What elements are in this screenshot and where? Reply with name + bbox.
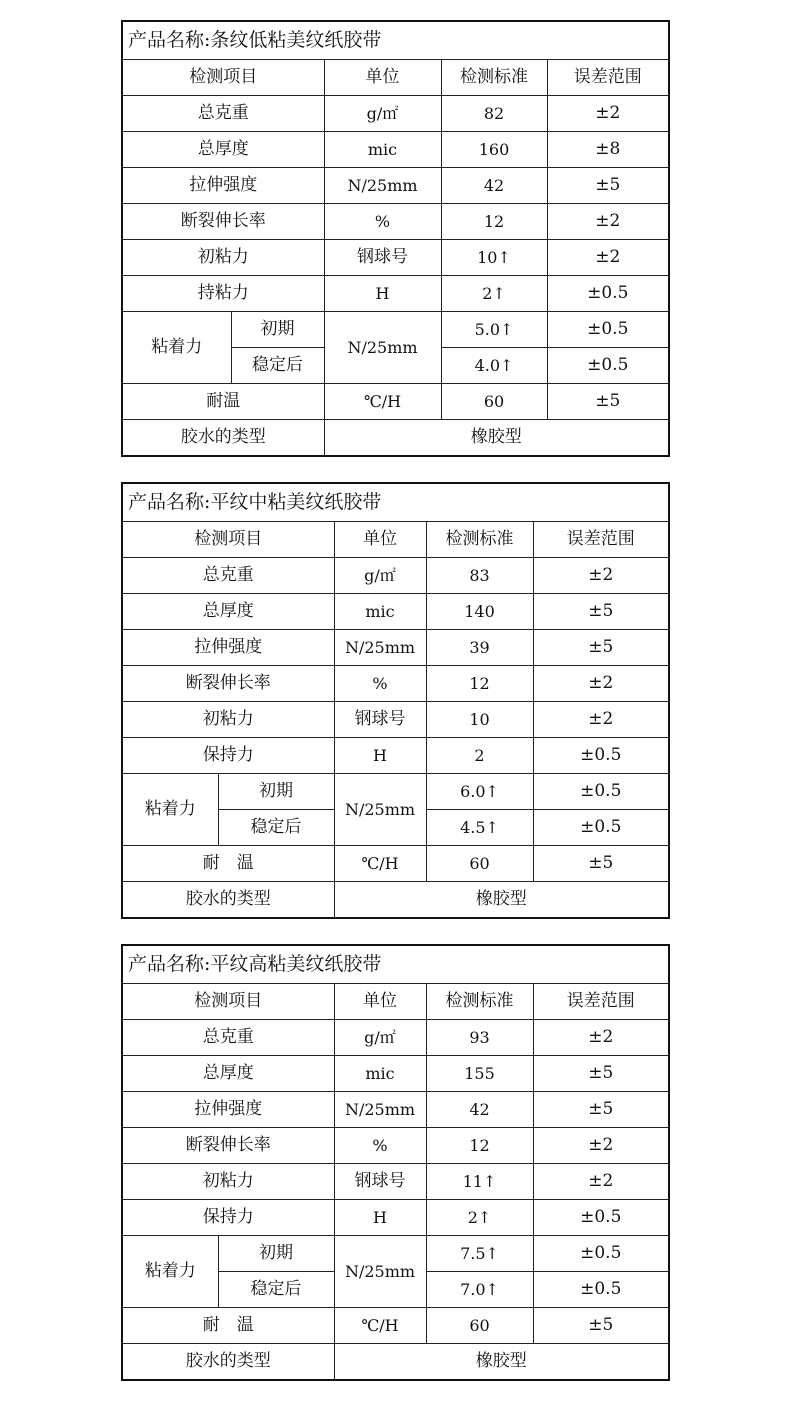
table-row [122, 1056, 669, 1092]
adhesion-unit: N/25mm [324, 312, 441, 384]
standard-cell: 93 [426, 1020, 533, 1056]
unit-cell: mic [334, 594, 426, 630]
header-unit: 单位 [324, 60, 441, 96]
glue-row [122, 420, 669, 457]
table-row [122, 132, 669, 168]
adhesion-row-initial [122, 774, 669, 810]
tolerance-cell: ±8 [547, 132, 669, 168]
item-cell: 保持力 [122, 738, 334, 774]
header-standard: 检测标准 [426, 522, 533, 558]
adhesion-initial-standard: 7.5↑ [426, 1236, 533, 1272]
standard-cell: 155 [426, 1056, 533, 1092]
adhesion-initial-standard: 6.0↑ [426, 774, 533, 810]
table-row [122, 594, 669, 630]
table-row [122, 666, 669, 702]
item-cell: 总厚度 [122, 594, 334, 630]
heat-standard: 60 [426, 1308, 533, 1344]
tolerance-cell: ±2 [547, 96, 669, 132]
table-row [122, 204, 669, 240]
header-standard: 检测标准 [441, 60, 547, 96]
item-cell: 总厚度 [122, 132, 324, 168]
table-row [122, 630, 669, 666]
standard-cell: 10↑ [441, 240, 547, 276]
standard-cell: 12 [426, 666, 533, 702]
adhesion-label: 粘着力 [122, 312, 231, 384]
tolerance-cell: ±5 [533, 1056, 669, 1092]
item-cell: 总克重 [122, 96, 324, 132]
tolerance-cell: ±2 [533, 1020, 669, 1056]
adhesion-stable-label: 稳定后 [218, 1272, 334, 1308]
header-item: 检测项目 [122, 522, 334, 558]
heat-unit: ℃/H [334, 1308, 426, 1344]
unit-cell: N/25mm [324, 168, 441, 204]
unit-cell: H [334, 1200, 426, 1236]
glue-value: 橡胶型 [334, 1344, 669, 1381]
product-title: 产品名称:平纹中粘美纹纸胶带 [122, 483, 669, 522]
spec-table-medium-tack-plain [121, 482, 670, 919]
unit-cell: H [334, 738, 426, 774]
unit-cell: % [324, 204, 441, 240]
adhesion-initial-label: 初期 [231, 312, 324, 348]
header-tolerance: 误差范围 [533, 984, 669, 1020]
heat-standard: 60 [426, 846, 533, 882]
spec-table-high-tack-plain [121, 944, 670, 1381]
adhesion-initial-label: 初期 [218, 774, 334, 810]
header-tolerance: 误差范围 [547, 60, 669, 96]
heat-unit: ℃/H [334, 846, 426, 882]
adhesion-stable-standard: 7.0↑ [426, 1272, 533, 1308]
adhesion-row-initial [122, 1236, 669, 1272]
heat-tolerance: ±5 [533, 846, 669, 882]
adhesion-unit: N/25mm [334, 774, 426, 846]
tolerance-cell: ±2 [533, 666, 669, 702]
unit-cell: mic [334, 1056, 426, 1092]
tolerance-cell: ±2 [547, 240, 669, 276]
unit-cell: g/㎡ [324, 96, 441, 132]
standard-cell: 42 [441, 168, 547, 204]
header-row [122, 984, 669, 1020]
adhesion-stable-tolerance: ±0.5 [547, 348, 669, 384]
standard-cell: 39 [426, 630, 533, 666]
unit-cell: g/㎡ [334, 558, 426, 594]
item-cell: 拉伸强度 [122, 1092, 334, 1128]
item-cell: 总克重 [122, 558, 334, 594]
heat-row [122, 384, 669, 420]
table-row [122, 1200, 669, 1236]
standard-cell: 12 [426, 1128, 533, 1164]
heat-item: 耐温 [122, 384, 324, 420]
standard-cell: 2 [426, 738, 533, 774]
header-standard: 检测标准 [426, 984, 533, 1020]
unit-cell: % [334, 1128, 426, 1164]
tolerance-cell: ±2 [533, 558, 669, 594]
adhesion-stable-tolerance: ±0.5 [533, 810, 669, 846]
table-row [122, 96, 669, 132]
header-item: 检测项目 [122, 984, 334, 1020]
tolerance-cell: ±2 [533, 1164, 669, 1200]
header-tolerance: 误差范围 [533, 522, 669, 558]
unit-cell: mic [324, 132, 441, 168]
unit-cell: N/25mm [334, 1092, 426, 1128]
adhesion-label: 粘着力 [122, 774, 218, 846]
glue-item: 胶水的类型 [122, 882, 334, 919]
header-unit: 单位 [334, 522, 426, 558]
tolerance-cell: ±0.5 [533, 1200, 669, 1236]
table-row [122, 1164, 669, 1200]
glue-value: 橡胶型 [334, 882, 669, 919]
item-cell: 持粘力 [122, 276, 324, 312]
tolerance-cell: ±5 [533, 630, 669, 666]
tolerance-cell: ±0.5 [547, 276, 669, 312]
tolerance-cell: ±5 [547, 168, 669, 204]
unit-cell: 钢球号 [324, 240, 441, 276]
item-cell: 拉伸强度 [122, 168, 324, 204]
standard-cell: 2↑ [426, 1200, 533, 1236]
table-row [122, 276, 669, 312]
item-cell: 初粘力 [122, 240, 324, 276]
standard-cell: 10 [426, 702, 533, 738]
glue-row [122, 1344, 669, 1381]
adhesion-stable-standard: 4.5↑ [426, 810, 533, 846]
tolerance-cell: ±2 [547, 204, 669, 240]
tolerance-cell: ±2 [533, 1128, 669, 1164]
standard-cell: 82 [441, 96, 547, 132]
item-cell: 初粘力 [122, 702, 334, 738]
table-row [122, 1020, 669, 1056]
unit-cell: H [324, 276, 441, 312]
spec-table-low-tack-striped [121, 20, 670, 457]
tolerance-cell: ±0.5 [533, 738, 669, 774]
table-row [122, 1092, 669, 1128]
item-cell: 保持力 [122, 1200, 334, 1236]
glue-item: 胶水的类型 [122, 420, 324, 457]
header-row [122, 60, 669, 96]
heat-row [122, 1308, 669, 1344]
item-cell: 初粘力 [122, 1164, 334, 1200]
adhesion-stable-standard: 4.0↑ [441, 348, 547, 384]
glue-item: 胶水的类型 [122, 1344, 334, 1381]
tolerance-cell: ±5 [533, 594, 669, 630]
header-item: 检测项目 [122, 60, 324, 96]
table-row [122, 558, 669, 594]
adhesion-stable-label: 稳定后 [231, 348, 324, 384]
item-cell: 断裂伸长率 [122, 1128, 334, 1164]
heat-standard: 60 [441, 384, 547, 420]
standard-cell: 12 [441, 204, 547, 240]
item-cell: 断裂伸长率 [122, 666, 334, 702]
standard-cell: 83 [426, 558, 533, 594]
item-cell: 拉伸强度 [122, 630, 334, 666]
adhesion-initial-label: 初期 [218, 1236, 334, 1272]
table-row [122, 1128, 669, 1164]
table-row [122, 738, 669, 774]
standard-cell: 140 [426, 594, 533, 630]
adhesion-label: 粘着力 [122, 1236, 218, 1308]
standard-cell: 42 [426, 1092, 533, 1128]
adhesion-stable-tolerance: ±0.5 [533, 1272, 669, 1308]
unit-cell: g/㎡ [334, 1020, 426, 1056]
heat-unit: ℃/H [324, 384, 441, 420]
table-row [122, 168, 669, 204]
glue-row [122, 882, 669, 919]
tolerance-cell: ±2 [533, 702, 669, 738]
heat-tolerance: ±5 [547, 384, 669, 420]
table-row [122, 240, 669, 276]
unit-cell: N/25mm [334, 630, 426, 666]
tolerance-cell: ±5 [533, 1092, 669, 1128]
product-title: 产品名称:平纹高粘美纹纸胶带 [122, 945, 669, 984]
item-cell: 总厚度 [122, 1056, 334, 1092]
adhesion-row-initial [122, 312, 669, 348]
table-row [122, 702, 669, 738]
adhesion-stable-label: 稳定后 [218, 810, 334, 846]
product-title: 产品名称:条纹低粘美纹纸胶带 [122, 21, 669, 60]
header-row [122, 522, 669, 558]
adhesion-initial-tolerance: ±0.5 [533, 1236, 669, 1272]
item-cell: 总克重 [122, 1020, 334, 1056]
adhesion-initial-tolerance: ±0.5 [547, 312, 669, 348]
standard-cell: 11↑ [426, 1164, 533, 1200]
unit-cell: 钢球号 [334, 1164, 426, 1200]
standard-cell: 2↑ [441, 276, 547, 312]
unit-cell: 钢球号 [334, 702, 426, 738]
heat-row [122, 846, 669, 882]
heat-tolerance: ±5 [533, 1308, 669, 1344]
standard-cell: 160 [441, 132, 547, 168]
heat-item: 耐 温 [122, 1308, 334, 1344]
unit-cell: % [334, 666, 426, 702]
adhesion-unit: N/25mm [334, 1236, 426, 1308]
adhesion-initial-standard: 5.0↑ [441, 312, 547, 348]
heat-item: 耐 温 [122, 846, 334, 882]
glue-value: 橡胶型 [324, 420, 669, 457]
item-cell: 断裂伸长率 [122, 204, 324, 240]
adhesion-initial-tolerance: ±0.5 [533, 774, 669, 810]
header-unit: 单位 [334, 984, 426, 1020]
